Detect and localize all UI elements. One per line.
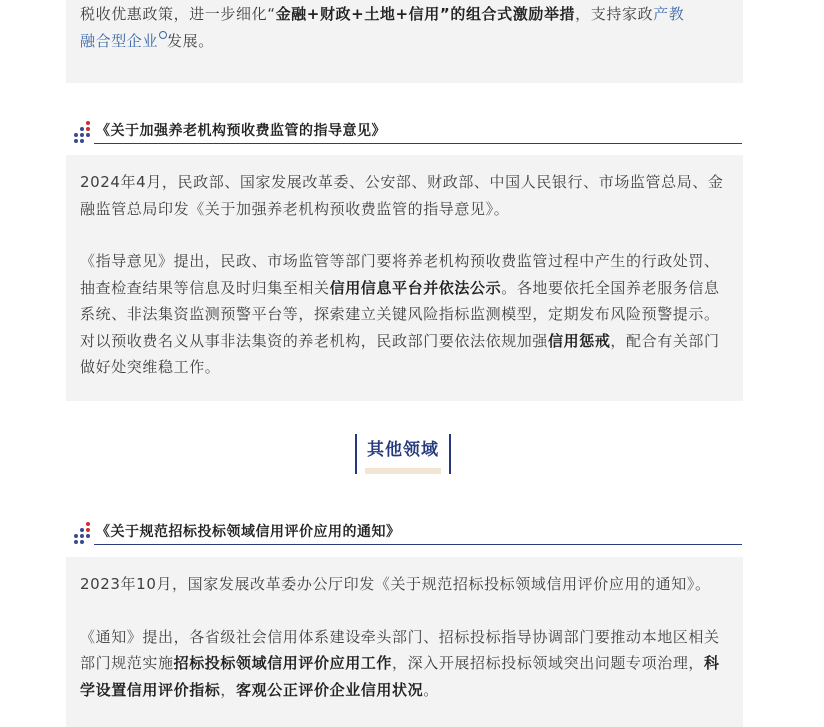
divider xyxy=(94,143,742,144)
search-icon[interactable] xyxy=(159,31,167,39)
paragraph: 《通知》提出，各省级社会信用体系建设牵头部门、招标投标指导协调部门要推动本地区相关部门规范实施招标投标领域信用评价应用工作，深入开展招标投标领域突出问题专项治理，科学设置信用评价指标，客观公正评价企业信用状况。 xyxy=(80,627,720,699)
paragraph: 2024年4月，民政部、国家发展改革委、公安部、财政部、中国人民银行、市场监管总局、金融监管总局印发《关于加强养老机构预收费监管的指导意见》。 xyxy=(80,173,724,218)
section-heading xyxy=(70,121,742,151)
dots-decoration-icon xyxy=(70,522,90,548)
divider xyxy=(94,544,742,545)
policy-box xyxy=(66,155,743,401)
policy-box-top xyxy=(66,0,743,83)
tag-underline xyxy=(365,468,441,474)
section-heading xyxy=(70,522,742,552)
keyword-link[interactable]: 融合型企业 xyxy=(80,31,159,50)
heading-title: 《关于规范招标投标领域信用评价应用的通知》 xyxy=(96,524,401,540)
paragraph: 税收优惠政策，进一步细化“金融+财政+土地+信用”的组合式激励举措，支持家政产教 融合型企业 发展。 xyxy=(80,5,685,50)
policy-box xyxy=(66,557,743,727)
dots-decoration-icon xyxy=(70,121,90,147)
section-tag-label: 其他领域 xyxy=(367,440,439,460)
paragraph: 《指导意见》提出，民政、市场监管等部门要将养老机构预收费监管过程中产生的行政处罚、抽查检查结果等信息及时归集至相关信用信息平台并依法公示。各地要依托全国养老服务信息系统、非法集资监测预警平台等，探索建立关键风险指标监测模型，定期发布风险预警提示。对以预收费名义从事非法集资的养老机构，民政部门要依法依规加强信用惩戒，配合有关部门做好处突维稳工作。 xyxy=(80,252,720,376)
keyword-link[interactable]: 产教 xyxy=(653,5,685,23)
paragraph: 2023年10月，国家发展改革委办公厅印发《关于规范招标投标领域信用评价应用的通知》。 xyxy=(80,575,711,593)
section-tag xyxy=(355,434,451,474)
heading-title: 《关于加强养老机构预收费监管的指导意见》 xyxy=(96,123,386,139)
